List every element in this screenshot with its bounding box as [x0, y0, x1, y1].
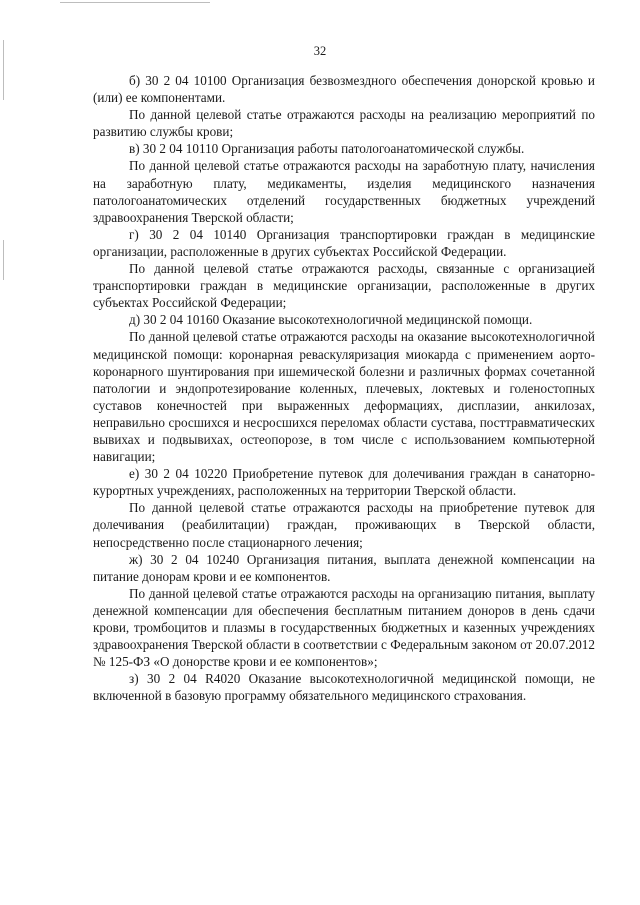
paragraph-desc-b: По данной целевой статье отражаются расходы на реализацию мероприятий по развитию службы крови; [93, 107, 595, 140]
paragraph-desc-e: По данной целевой статье отражаются расходы на приобретение путевок для долечивания (реабилитации) граждан, проживающих в Тверской области, непосредственно после стационарного лечения; [93, 500, 595, 550]
paragraph-desc-v: По данной целевой статье отражаются расходы на заработную плату, начисления на заработную плату, медикаменты, изделия медицинского назначения патологоанатомических отделений государственных бюджетных учреждений здравоохранения Тверской области; [93, 158, 595, 225]
paragraph-item-z: з) 30 2 04 R4020 Оказание высокотехнологичной медицинской помощи, не включенной в базовую программу обязательного медицинского страхования. [93, 671, 595, 704]
document-body [93, 72, 595, 704]
paragraph-item-d: д) 30 2 04 10160 Оказание высокотехнологичной медицинской помощи. [129, 312, 533, 328]
paragraph-item-b: б) 30 2 04 10100 Организация безвозмездного обеспечения донорской кровью и (или) ее компонентами. [93, 73, 595, 106]
paragraph-item-v: в) 30 2 04 10110 Организация работы патологоанатомической службы. [129, 141, 525, 157]
scan-artifact-top [60, 2, 210, 3]
paragraph-item-g: г) 30 2 04 10140 Организация транспортировки граждан в медицинские организации, расположенные в других субъектах Российской Федерации. [93, 226, 595, 259]
scan-artifact-left-2 [3, 240, 4, 280]
paragraph-item-zh: ж) 30 2 04 10240 Организация питания, выплата денежной компенсации на питание донорам крови и ее компонентов. [93, 551, 595, 584]
page-number: 32 [313, 44, 327, 58]
paragraph-desc-g: По данной целевой статье отражаются расходы, связанные с организацией транспортировки граждан в медицинские организации, расположенные в других субъектах Российской Федерации; [93, 261, 595, 311]
paragraph-item-e: е) 30 2 04 10220 Приобретение путевок для долечивания граждан в санаторно-курортных учреждениях, расположенных на территории Тверской области. [93, 466, 595, 499]
paragraph-desc-d: По данной целевой статье отражаются расходы на оказание высокотехнологичной медицинской помощи: коронарная реваскуляризация миокарда с применением аорто-коронарного шунтирования при ишемической болезни и различных формах сочетанной патологии и эндопротезирование коленных, плечевых, локтевых и голеностопных суставов конечностей при выраженных деформациях, дисплазии, анкилозах, неправильно сросшихся и несросшихся переломах области сустава, посттравматических вывихах и подвывихах, остеопорозе, в том числе с использованием компьютерной навигации; [93, 329, 595, 465]
paragraph-desc-zh: По данной целевой статье отражаются расходы на организацию питания, выплату денежной компенсации для обеспечения бесплатным питанием доноров в день сдачи крови, тромбоцитов и плазмы в государственных бюджетных и казенных учреждениях здравоохранения Тверской области в соответствии с Федеральным законом от 20.07.2012 № 125-ФЗ «О донорстве крови и ее компонентов»; [93, 585, 595, 670]
